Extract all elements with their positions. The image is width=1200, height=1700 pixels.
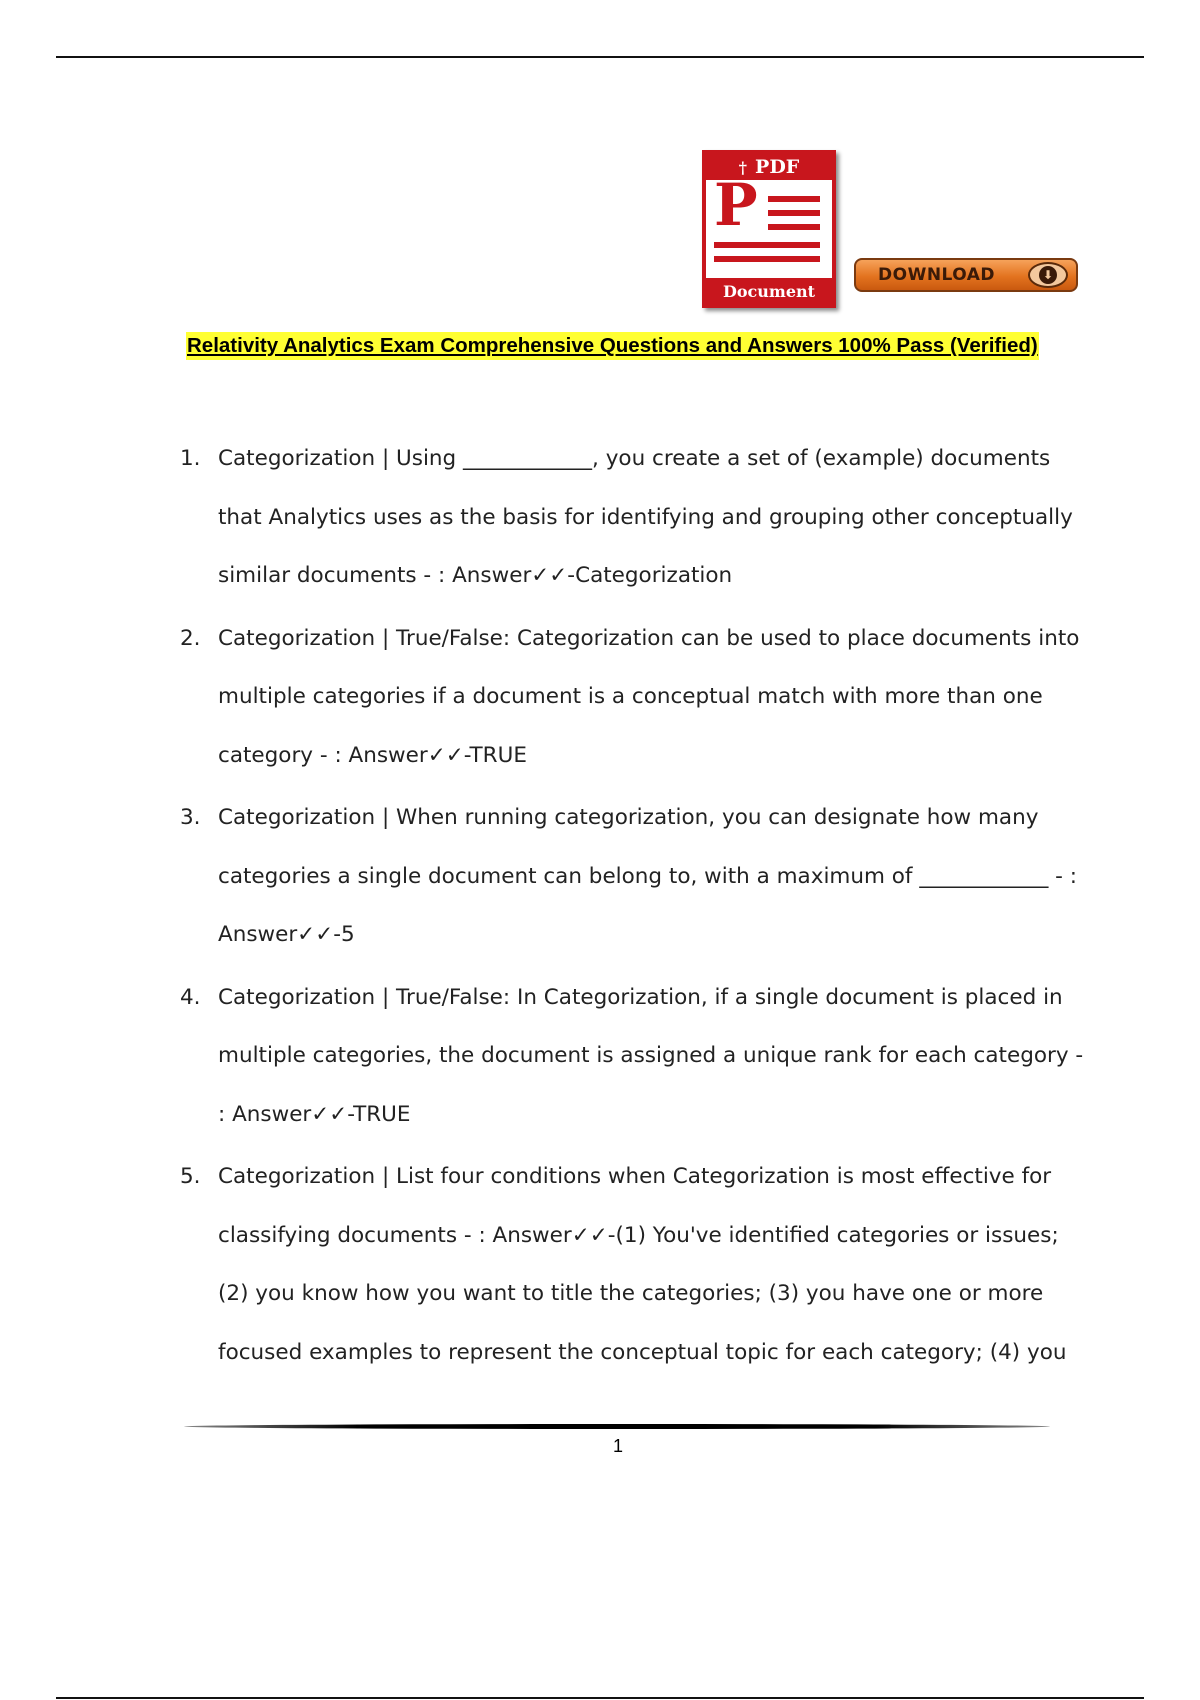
footer-rule xyxy=(184,1424,1050,1429)
pdf-icon-line xyxy=(768,210,820,216)
question-item xyxy=(180,969,1090,1145)
question-number: 5. xyxy=(180,1164,201,1189)
question-text: Categorization | True/False: Categorization can be used to place documents into multiple categories if a document is a conceptual match with more than one category - : Answer✓✓-TRUE xyxy=(218,625,1080,768)
question-text: Categorization | List four conditions when Categorization is most effective for classifying documents - : Answer✓✓-(1) You've identified categories or issues; (2) you know how you want to title the categories; (3) you have one or more focused examples to represent the conceptual topic for each category; (4) you xyxy=(218,1164,1067,1365)
question-number: 3. xyxy=(180,805,201,830)
pdf-icon-line xyxy=(714,256,820,262)
question-item xyxy=(180,1148,1090,1382)
question-item xyxy=(180,789,1090,965)
pdf-icon-line xyxy=(768,224,820,230)
pdf-icon-letter: P xyxy=(714,171,758,239)
question-number: 2. xyxy=(180,625,201,651)
page-number: 1 xyxy=(612,1436,623,1456)
question-number: 4. xyxy=(180,984,201,1010)
question-list xyxy=(180,430,1090,1386)
question-text: Categorization | Using ____________, you create a set of (example) documents that Analytics uses as the basis for identifying and grouping other conceptually similar documents - : Answer✓✓-Categorization xyxy=(218,446,1073,588)
document-title-wrap xyxy=(186,332,1039,360)
question-text: Categorization | True/False: In Categorization, if a single document is placed in multiple categories, the document is assigned a unique rank for each category - : Answer✓✓-TRUE xyxy=(218,984,1084,1127)
question-item xyxy=(180,430,1090,606)
question-text: Categorization | When running categorization, you can designate how many categories a single document can belong to, with a maximum of ____________ - : Answer✓✓-5 xyxy=(218,805,1078,947)
pdf-icon-body xyxy=(706,171,832,278)
top-rule xyxy=(56,56,1144,58)
pdf-icon-footer: Document xyxy=(722,281,816,301)
pdf-document-icon[interactable] xyxy=(702,150,836,308)
document-title: Relativity Analytics Exam Comprehensive Questions and Answers 100% Pass (Verified) xyxy=(186,332,1039,360)
download-arrow-icon: ⬇ xyxy=(1028,262,1068,288)
download-button-label: DOWNLOAD xyxy=(878,265,996,285)
pdf-icon-label: PDF xyxy=(755,156,800,178)
pdf-icon-line xyxy=(714,242,820,248)
question-number: 1. xyxy=(180,446,201,471)
question-item xyxy=(180,610,1090,786)
acrobat-icon: † xyxy=(738,157,748,177)
bottom-rule xyxy=(56,1697,1144,1699)
pdf-icon-line xyxy=(768,196,820,202)
download-button[interactable] xyxy=(854,258,1078,292)
